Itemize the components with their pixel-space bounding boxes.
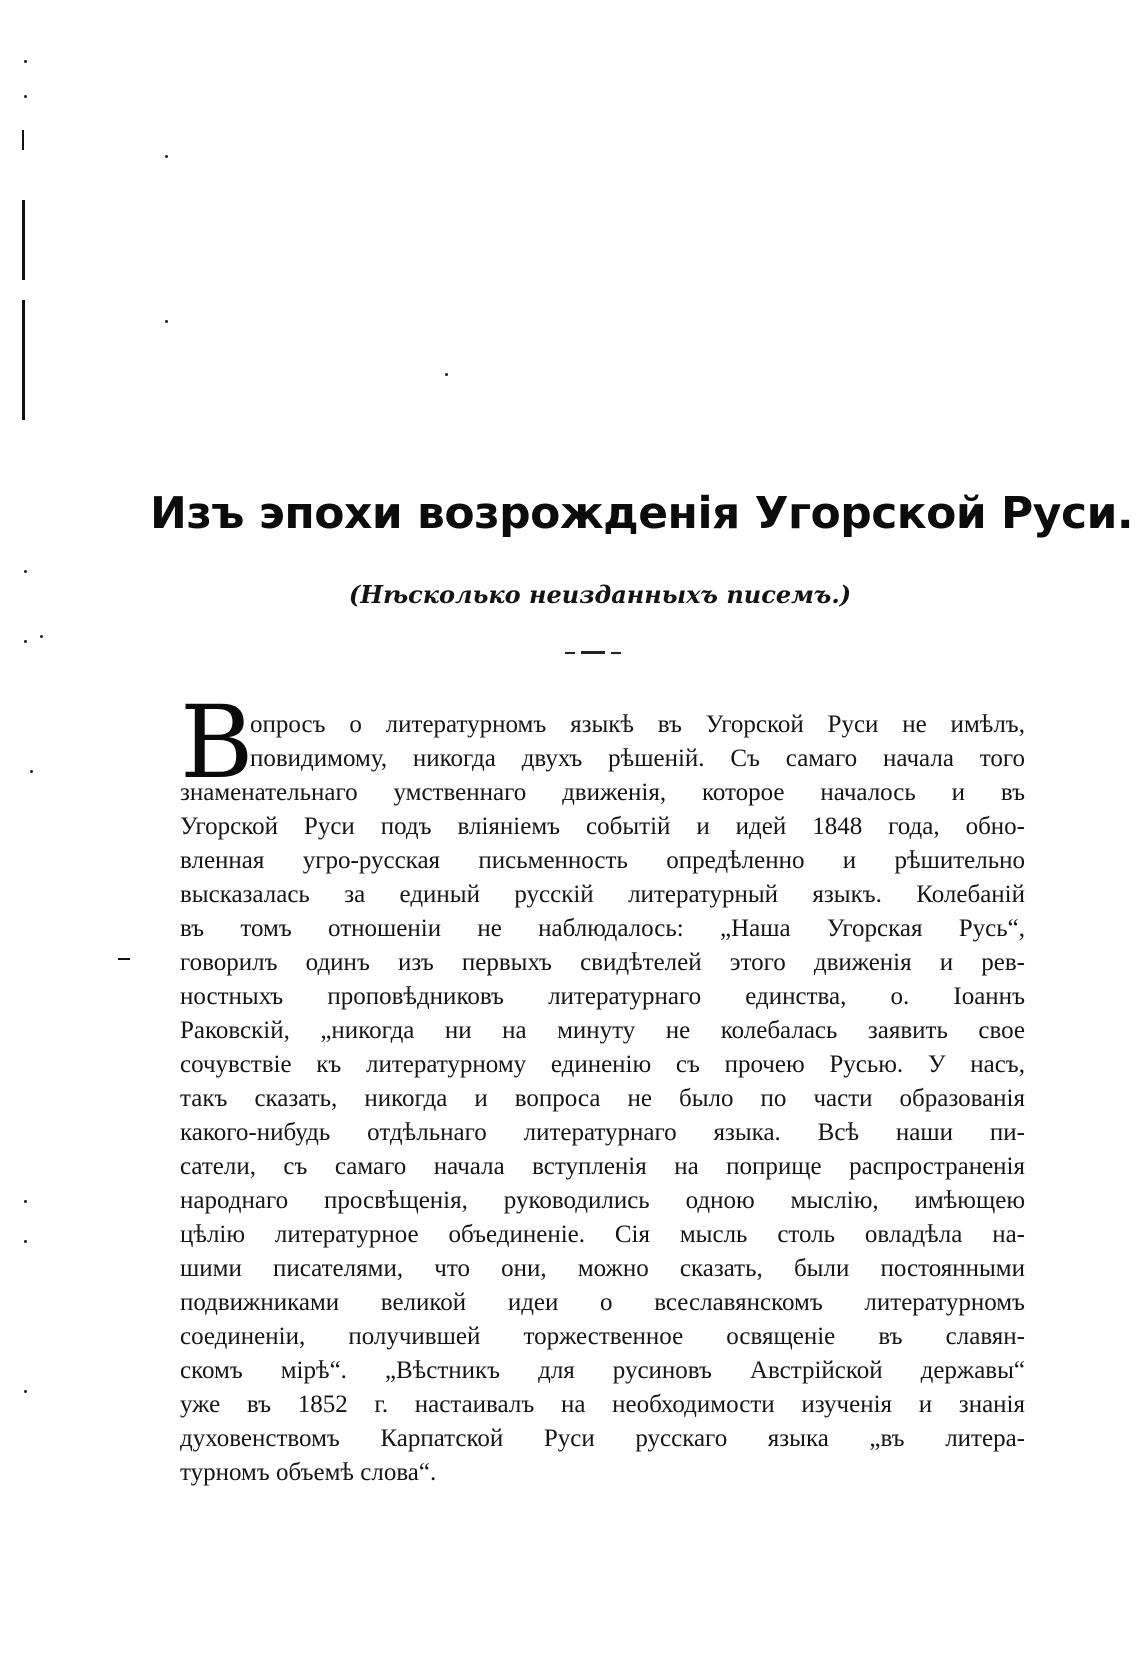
scan-speck: [40, 635, 43, 638]
scan-speck: [24, 60, 27, 63]
scan-speck: [24, 640, 27, 643]
paragraph-line: скомъ мірѣ“. „Вѣстникъ для русиновъ Австрійской державы“: [180, 1357, 1025, 1384]
scan-speck: [165, 320, 168, 323]
margin-scan-line: [22, 130, 24, 150]
scan-speck: [24, 1200, 27, 1203]
scan-speck: [30, 770, 33, 773]
page-subtitle: (Нѣсколько неизданныхъ писемъ.): [348, 580, 852, 609]
margin-scan-line: [22, 300, 25, 420]
drop-cap: В: [180, 684, 254, 801]
paragraph-line: Угорской Руси подъ вліяніемъ событій и идей 1848 года, обно-: [180, 813, 1025, 840]
paragraph-line: вленная угро-русская письменность опредѣленно и рѣшительно: [180, 847, 1025, 874]
margin-scan-dash: [118, 958, 130, 960]
paragraph-line: цѣлію литературное объединеніе. Сія мысль столь овладѣла на-: [180, 1221, 1025, 1248]
paragraph-line: высказалась за единый русскій литературный языкъ. Колебаній: [180, 881, 1025, 908]
scan-speck: [24, 1390, 27, 1393]
paragraph-line: соединеніи, получившей торжественное освященіе въ славян-: [180, 1323, 1025, 1350]
scan-speck: [24, 95, 27, 98]
paragraph-line: сатели, съ самаго начала вступленія на поприще распространенія: [180, 1153, 1025, 1180]
page-title: Изъ эпохи возрожденія Угорской Руси.: [150, 488, 1134, 539]
scan-speck: [24, 570, 27, 573]
paragraph-line: сочувствіе къ литературному единенію съ прочею Русью. У насъ,: [180, 1051, 1025, 1078]
paragraph-line: повидимому, никогда двухъ рѣшеній. Съ самаго начала того: [250, 745, 1025, 772]
ornament-divider: [565, 648, 635, 658]
paragraph-line: какого-нибудь отдѣльнаго литературнаго языка. Всѣ наши пи-: [180, 1119, 1025, 1146]
margin-scan-line: [22, 200, 25, 280]
paragraph-line: Раковскій, „никогда ни на минуту не колебалась заявить свое: [180, 1017, 1025, 1044]
paragraph-line: духовенствомъ Карпатской Руси русскаго языка „въ литера-: [180, 1425, 1025, 1452]
paragraph-line: уже въ 1852 г. настаивалъ на необходимости изученія и знанія: [180, 1391, 1025, 1418]
paragraph-line: говорилъ одинъ изъ первыхъ свидѣтелей этого движенія и рев-: [180, 949, 1025, 976]
scan-speck: [165, 155, 168, 158]
scan-speck: [24, 1240, 27, 1243]
paragraph-line: подвижниками великой идеи о всеславянскомъ литературномъ: [180, 1289, 1025, 1316]
paragraph-line: народнаго просвѣщенія, руководились одною мыслію, имѣющею: [180, 1187, 1025, 1214]
scan-speck: [445, 373, 448, 376]
paragraph-line: опросъ о литературномъ языкѣ въ Угорской Руси не имѣлъ,: [250, 711, 1025, 738]
paragraph-line: такъ сказать, никогда и вопроса не было по части образованія: [180, 1085, 1025, 1112]
paragraph-line: въ томъ отношеніи не наблюдалось: „Наша Угорская Русь“,: [180, 915, 1025, 942]
paragraph-line: турномъ объемѣ слова“.: [180, 1459, 437, 1486]
paragraph-line: ностныхъ проповѣдниковъ литературнаго единства, о. Іоаннъ: [180, 983, 1025, 1010]
paragraph-line: знаменательнаго умственнаго движенія, которое началось и въ: [180, 779, 1025, 806]
paragraph-line: шими писателями, что они, можно сказать, были постоянными: [180, 1255, 1025, 1282]
